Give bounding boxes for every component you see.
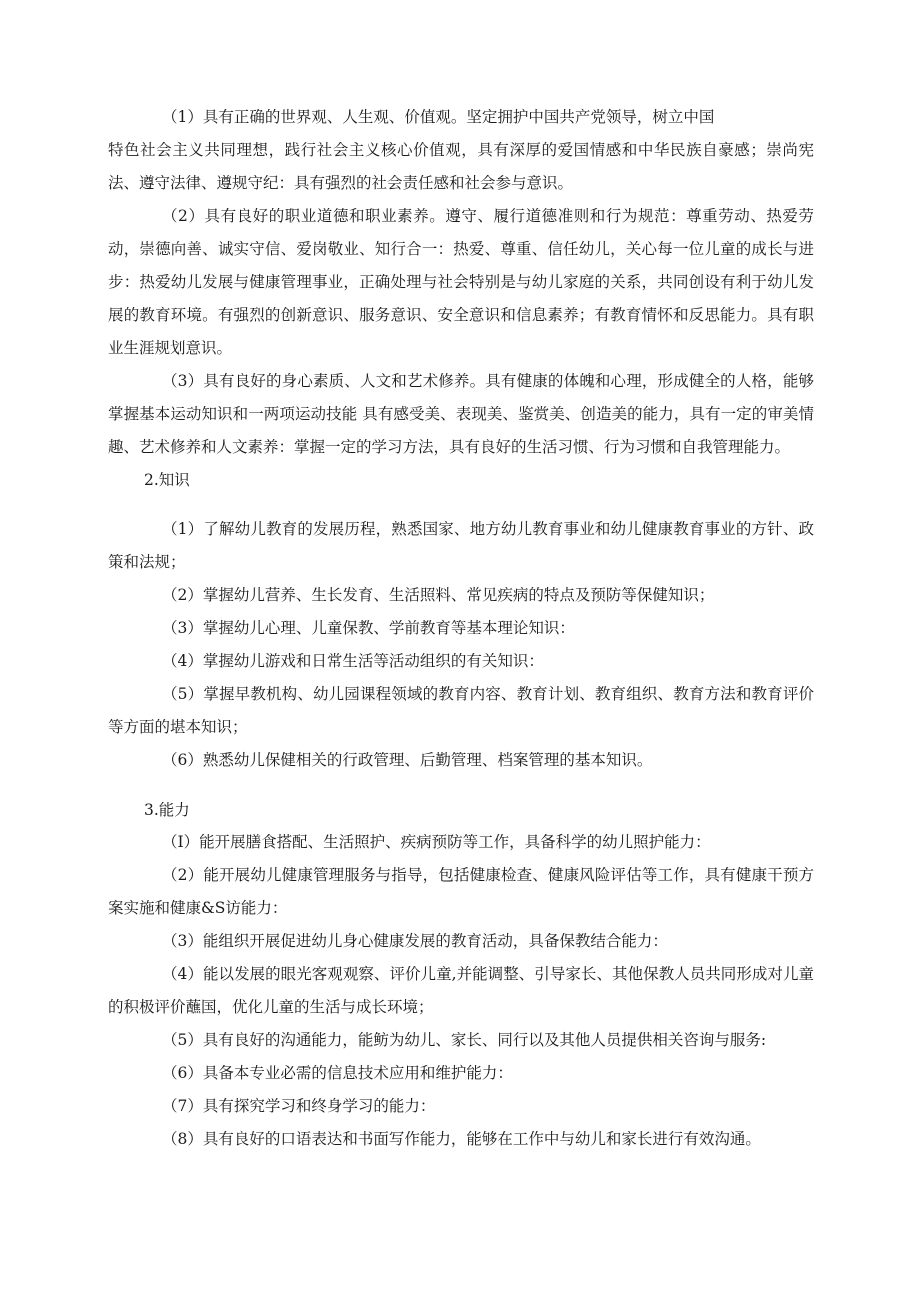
paragraph-knowledge-4: [108, 645, 814, 678]
paragraph-ability-8: [108, 1123, 814, 1156]
section-heading: 3.能力: [144, 801, 190, 819]
paragraph-text: （6）具备本专业必需的信息技术应用和维护能力：: [162, 1064, 513, 1082]
paragraph-quality-3: [108, 365, 814, 464]
paragraph-knowledge-2: [108, 579, 814, 612]
paragraph-knowledge-5: [108, 678, 814, 744]
paragraph-text: （4）能以发展的眼光客观观察、评价儿童,并能调整、引导家长、其他保教人员共同形成对儿童的积极评价蘸国，优化儿童的生活与成长环境；: [108, 965, 814, 1016]
paragraph-quality-2: [108, 200, 814, 365]
paragraph-knowledge-1: [108, 513, 814, 579]
paragraph-text: （5）掌握早教机构、幼儿园课程领域的教育内容、教育计划、教育组织、教育方法和教育评价等方面的堪本知识；: [108, 685, 814, 736]
paragraph-text: （5）具有良好的沟通能力，能鲂为幼儿、家长、同行以及其他人员提供相关咨询与服务:: [162, 1031, 767, 1049]
paragraph-ability-3: [108, 925, 814, 958]
paragraph-ability-5: [108, 1024, 814, 1057]
paragraph-text: （2）具有良好的职业道德和职业素养。遵守、履行道德准则和行为规范：尊重劳动、热爱劳动，崇德向善、诚实守信、爱岗敬业、知行合一：热爱、尊重、信任幼儿，关心每一位儿童的成长与进步：热爱幼儿发展与健康管理事业，正确处理与社会特别是与幼儿家庭的关系，共同创设有利于幼儿发展的教育环境。有强烈的创新意识、服务意识、安全意识和信息素养；有教育情怀和反思能力。具有职业生涯规划意识。: [108, 207, 814, 357]
paragraph-text: （7）具有探究学习和终身学习的能力：: [162, 1097, 436, 1115]
paragraph-text: （4）掌握幼儿游戏和日常生活等活动组织的有关知识：: [162, 652, 544, 670]
paragraph-text: （I）能开展膳食搭配、生活照护、疾病预防等工作，具备科学的幼儿照护能力：: [162, 833, 711, 851]
paragraph-text: （2）能开展幼儿健康管理服务与指导，包括健康检查、健康风险评估等工作，具有健康干预方案实施和健康&S访能力：: [108, 866, 814, 917]
paragraph-text: （2）掌握幼儿营养、生长发育、生活照料、常见疾病的特点及预防等保健知识；: [162, 586, 715, 604]
paragraph-ability-7: [108, 1090, 814, 1123]
paragraph-text: （1）了解幼儿教育的发展历程，熟悉国家、地方幼儿教育事业和幼儿健康教育事业的方针、政策和法规；: [108, 520, 814, 571]
paragraph-text: （3）具有良好的身心素质、人文和艺术修养。具有健康的体魄和心理，形成健全的人格，能够掌握基本运动知识和一两项运动技能 具有感受美、表现美、鉴赏美、创造美的能力，具有一定的审美情趣、艺术修养和人文素养：掌握一定的学习方法，具有良好的生活习惯、行为习惯和自我管理能力。: [108, 372, 814, 456]
paragraph-ability-6: [108, 1057, 814, 1090]
paragraph-ability-2: [108, 859, 814, 925]
paragraph-knowledge-6: [108, 744, 814, 777]
section-heading-ability: [108, 794, 814, 827]
paragraph-line: 特色社会主义共同理想，践行社会主义核心价值观，具有深厚的爱国情感和中华民族自豪感；崇尚宪法、遵守法律、遵规守纪：具有强烈的社会责任感和社会参与意识。: [108, 141, 814, 192]
paragraph-ability-1: [108, 826, 814, 859]
paragraph-text: （6）熟悉幼儿保健相关的行政管理、后勤管理、档案管理的基本知识。: [162, 751, 653, 769]
paragraph-ability-4: [108, 958, 814, 1024]
paragraph-quality-1: [108, 101, 814, 200]
paragraph-text: （8）具有良好的口语表达和书面写作能力，能够在工作中与幼儿和家长进行有效沟通。: [162, 1130, 761, 1148]
paragraph-line: （1）具有正确的世界观、人生观、价值观。坚定拥护中国共产党领导，树立中国: [162, 108, 715, 126]
paragraph-text: （3）掌握幼儿心理、儿童保教、学前教育等基本理论知识：: [162, 619, 575, 637]
section-heading: 2.知识: [144, 471, 190, 489]
paragraph-text: （3）能组织开展促进幼儿身心健康发展的教育活动，具备保教结合能力：: [162, 932, 668, 950]
section-heading-knowledge: [108, 464, 814, 497]
paragraph-knowledge-3: [108, 612, 814, 645]
